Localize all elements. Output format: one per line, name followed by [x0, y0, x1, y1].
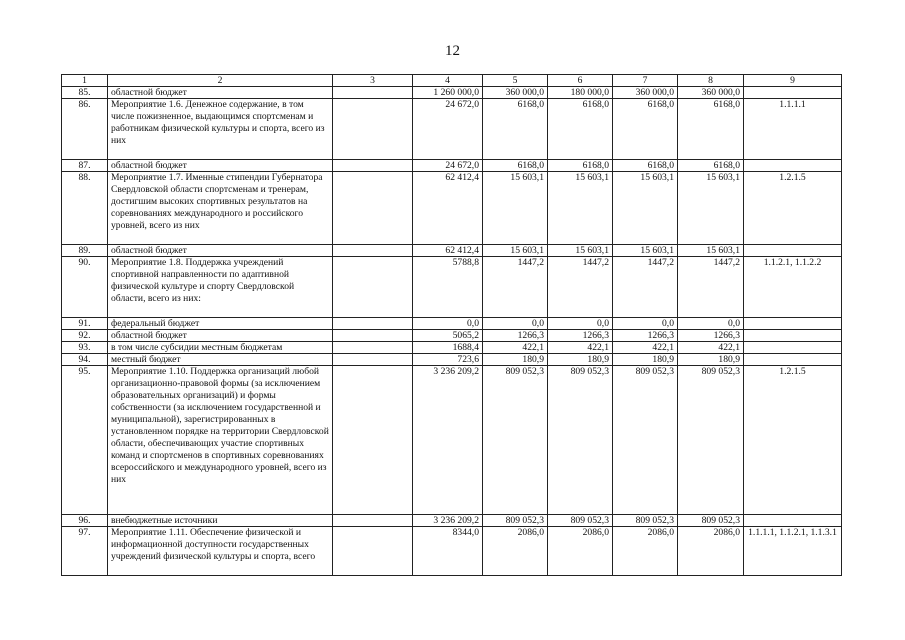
table-row: [62, 245, 842, 257]
cell-year2: 6168,0: [548, 99, 613, 160]
cell-year1: 6168,0: [483, 160, 548, 172]
cell-year2: 809 052,3: [548, 515, 613, 527]
cell-year1: 1266,3: [483, 330, 548, 342]
cell-target-code: [744, 245, 842, 257]
cell-year2: 180 000,0: [548, 87, 613, 99]
cell-year4: 1447,2: [678, 257, 744, 318]
table-row: [62, 342, 842, 354]
cell-total: 62 412,4: [413, 172, 483, 245]
cell-year3: 180,9: [613, 354, 678, 366]
column-header: 3: [333, 75, 413, 87]
cell-col3: [333, 99, 413, 160]
row-description: областной бюджет: [108, 87, 333, 99]
cell-target-code: [744, 160, 842, 172]
table-row: [62, 330, 842, 342]
cell-year4: 0,0: [678, 318, 744, 330]
row-description: Мероприятие 1.6. Денежное содержание, в том числе пожизненное, выдающимся спортсменам и работникам физической культуры и спорта, всего из них: [108, 99, 333, 160]
cell-year4: 1266,3: [678, 330, 744, 342]
cell-target-code: 1.2.1.5: [744, 172, 842, 245]
row-number: 90.: [62, 257, 108, 318]
row-number: 88.: [62, 172, 108, 245]
cell-year1: 180,9: [483, 354, 548, 366]
cell-year1: 6168,0: [483, 99, 548, 160]
cell-year1: 809 052,3: [483, 515, 548, 527]
cell-year2: 6168,0: [548, 160, 613, 172]
cell-total: 723,6: [413, 354, 483, 366]
table-row: [62, 515, 842, 527]
column-header: 7: [613, 75, 678, 87]
cell-year3: 1266,3: [613, 330, 678, 342]
row-number: 94.: [62, 354, 108, 366]
row-number: 85.: [62, 87, 108, 99]
cell-year3: 6168,0: [613, 99, 678, 160]
cell-year1: 15 603,1: [483, 245, 548, 257]
cell-target-code: [744, 87, 842, 99]
cell-year2: 0,0: [548, 318, 613, 330]
table-row: [62, 527, 842, 576]
cell-year2: 1447,2: [548, 257, 613, 318]
column-header: 2: [108, 75, 333, 87]
cell-col3: [333, 318, 413, 330]
cell-year3: 422,1: [613, 342, 678, 354]
cell-col3: [333, 172, 413, 245]
row-description: Мероприятие 1.11. Обеспечение физической и информационной доступности государственных учреждений физической культуры и спорта, всего: [108, 527, 333, 576]
row-description: областной бюджет: [108, 245, 333, 257]
cell-year2: 180,9: [548, 354, 613, 366]
cell-year2: 809 052,3: [548, 366, 613, 515]
cell-year1: 1447,2: [483, 257, 548, 318]
column-header: 4: [413, 75, 483, 87]
cell-total: 62 412,4: [413, 245, 483, 257]
cell-year3: 809 052,3: [613, 515, 678, 527]
row-description: областной бюджет: [108, 330, 333, 342]
row-description: Мероприятие 1.8. Поддержка учреждений спортивной направленности по адаптивной физической культуре и спорту Свердловской области, всего из них:: [108, 257, 333, 318]
table-row: [62, 366, 842, 515]
table-row: [62, 99, 842, 160]
column-header: 9: [744, 75, 842, 87]
cell-col3: [333, 245, 413, 257]
cell-year4: 6168,0: [678, 99, 744, 160]
row-number: 87.: [62, 160, 108, 172]
row-description: Мероприятие 1.7. Именные стипендии Губернатора Свердловской области спортсменам и тренерам, достигшим высоких спортивных результатов на соревнованиях международного и российского уровней, всего из них: [108, 172, 333, 245]
row-description: Мероприятие 1.10. Поддержка организаций любой организационно-правовой формы (за исключением образовательных организаций) и формы собственности (за исключением государственной и муниципальной), зарегистрированных в установленном порядке на территории Свердловской области, обеспечивающих участие спортивных команд и спортсменов в спортивных соревнованиях всероссийского и международного уровней, всего из них: [108, 366, 333, 515]
column-header: 8: [678, 75, 744, 87]
cell-target-code: [744, 318, 842, 330]
cell-year3: 0,0: [613, 318, 678, 330]
cell-year4: 180,9: [678, 354, 744, 366]
row-number: 89.: [62, 245, 108, 257]
row-number: 86.: [62, 99, 108, 160]
cell-year3: 360 000,0: [613, 87, 678, 99]
cell-total: 3 236 209,2: [413, 366, 483, 515]
cell-year1: 0,0: [483, 318, 548, 330]
cell-col3: [333, 366, 413, 515]
cell-year1: 2086,0: [483, 527, 548, 576]
cell-year2: 1266,3: [548, 330, 613, 342]
cell-col3: [333, 330, 413, 342]
cell-target-code: [744, 330, 842, 342]
cell-year2: 2086,0: [548, 527, 613, 576]
cell-year3: 6168,0: [613, 160, 678, 172]
cell-year4: 15 603,1: [678, 245, 744, 257]
cell-target-code: 1.1.2.1, 1.1.2.2: [744, 257, 842, 318]
cell-target-code: [744, 354, 842, 366]
cell-col3: [333, 87, 413, 99]
cell-target-code: [744, 515, 842, 527]
cell-target-code: 1.1.1.1, 1.1.2.1, 1.1.3.1: [744, 527, 842, 576]
table-row: [62, 257, 842, 318]
cell-total: 5788,8: [413, 257, 483, 318]
page-number: 12: [445, 43, 460, 59]
cell-year2: 15 603,1: [548, 245, 613, 257]
cell-year4: 809 052,3: [678, 515, 744, 527]
cell-col3: [333, 160, 413, 172]
cell-year3: 2086,0: [613, 527, 678, 576]
row-description: областной бюджет: [108, 160, 333, 172]
cell-col3: [333, 257, 413, 318]
cell-year3: 15 603,1: [613, 245, 678, 257]
table-row: [62, 354, 842, 366]
cell-year2: 15 603,1: [548, 172, 613, 245]
row-number: 97.: [62, 527, 108, 576]
table-body: [62, 87, 842, 576]
cell-target-code: 1.1.1.1: [744, 99, 842, 160]
cell-year4: 422,1: [678, 342, 744, 354]
row-number: 91.: [62, 318, 108, 330]
cell-total: 3 236 209,2: [413, 515, 483, 527]
cell-total: 24 672,0: [413, 99, 483, 160]
cell-col3: [333, 342, 413, 354]
row-number: 96.: [62, 515, 108, 527]
column-header: 6: [548, 75, 613, 87]
cell-total: 5065,2: [413, 330, 483, 342]
cell-total: 8344,0: [413, 527, 483, 576]
cell-year1: 360 000,0: [483, 87, 548, 99]
row-description: внебюджетные источники: [108, 515, 333, 527]
column-header: 5: [483, 75, 548, 87]
budget-table: [61, 74, 842, 576]
cell-year2: 422,1: [548, 342, 613, 354]
table-row: [62, 172, 842, 245]
cell-year3: 1447,2: [613, 257, 678, 318]
cell-total: 1688,4: [413, 342, 483, 354]
row-number: 93.: [62, 342, 108, 354]
header-row: [62, 75, 842, 87]
row-description: в том числе субсидии местным бюджетам: [108, 342, 333, 354]
table-row: [62, 87, 842, 99]
row-number: 95.: [62, 366, 108, 515]
cell-total: 24 672,0: [413, 160, 483, 172]
cell-year1: 809 052,3: [483, 366, 548, 515]
cell-year1: 422,1: [483, 342, 548, 354]
column-header: 1: [62, 75, 108, 87]
cell-col3: [333, 515, 413, 527]
cell-target-code: [744, 342, 842, 354]
row-number: 92.: [62, 330, 108, 342]
cell-total: 1 260 000,0: [413, 87, 483, 99]
cell-year3: 15 603,1: [613, 172, 678, 245]
table-row: [62, 160, 842, 172]
row-description: местный бюджет: [108, 354, 333, 366]
cell-col3: [333, 354, 413, 366]
cell-col3: [333, 527, 413, 576]
cell-year3: 809 052,3: [613, 366, 678, 515]
cell-year4: 15 603,1: [678, 172, 744, 245]
cell-target-code: 1.2.1.5: [744, 366, 842, 515]
cell-year4: 2086,0: [678, 527, 744, 576]
cell-total: 0,0: [413, 318, 483, 330]
cell-year4: 360 000,0: [678, 87, 744, 99]
cell-year4: 809 052,3: [678, 366, 744, 515]
row-description: федеральный бюджет: [108, 318, 333, 330]
table-row: [62, 318, 842, 330]
cell-year4: 6168,0: [678, 160, 744, 172]
cell-year1: 15 603,1: [483, 172, 548, 245]
